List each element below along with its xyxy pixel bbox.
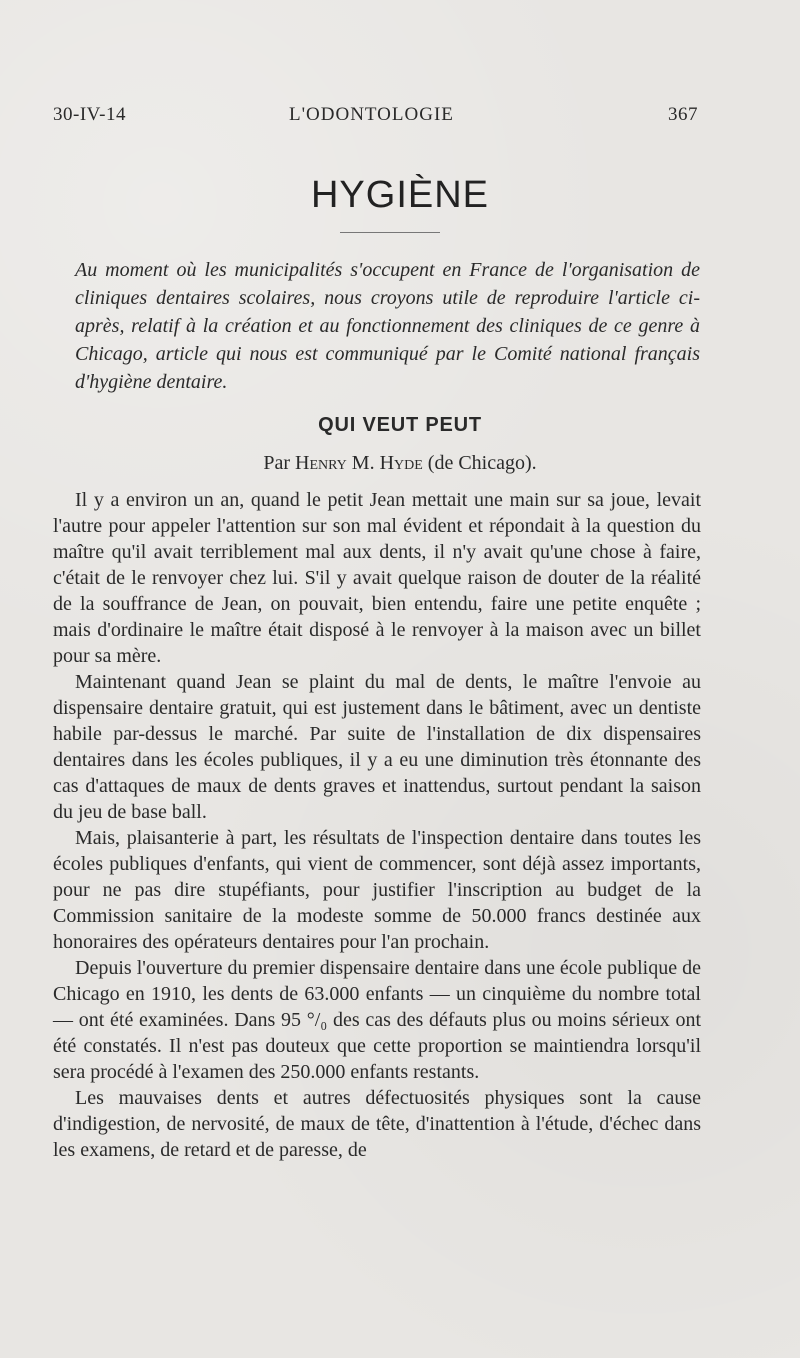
- author-name: Henry M. Hyde: [295, 452, 423, 474]
- journal-title: L'ODONTOLOGIE: [289, 104, 454, 125]
- page-header: [53, 104, 698, 134]
- article-title: HYGIÈNE: [310, 174, 490, 216]
- header-date: 30-IV-14: [53, 104, 126, 125]
- section-title: QUI VEUT PEUT: [318, 414, 482, 436]
- author-line: [0, 452, 800, 475]
- author-suffix: (de Chicago).: [427, 452, 537, 474]
- paragraph-5: Les mauvaises dents et autres défectuosités physiques sont la cause d'indigestion, de nervosité, de maux de tête, d'inattention à l'étude, d'échec dans les examens, de retard et de paresse, de: [53, 1087, 701, 1161]
- editorial-intro: Au moment où les municipalités s'occupent en France de l'organisation de cliniques dentaires scolaires, nous croyons utile de reproduire l'article ci-après, relatif à la création et au fonctionnement des cliniques de ce genre à Chicago, article qui nous est communiqué par le Comité national français d'hygiène dentaire.: [75, 259, 700, 393]
- title-divider: [340, 232, 440, 233]
- paragraph-4: Depuis l'ouverture du premier dispensaire dentaire dans une école publique de Chicago en 1910, les dents de 63.000 enfants — un cinquième du nombre total — ont été examinées. Dans 95 °/₀ des cas des défauts plus ou moins sérieux ont été constatés. Il n'est pas douteux que cette proportion se maintiendra lorsqu'il sera procédé à l'examen des 250.000 enfants restants.: [53, 957, 701, 1083]
- paragraph-2: Maintenant quand Jean se plaint du mal de dents, le maître l'envoie au dispensaire dentaire gratuit, qui est justement dans le bâtiment, avec un dentiste habile par-dessus le marché. Par suite de l'installation de dix dispensaires dentaires dans les écoles publiques, il y a eu une diminution très étonnante des cas d'attaques de maux de dents graves et inattendus, surtout pendant la saison du jeu de base ball.: [53, 671, 701, 823]
- author-prefix: Par: [263, 452, 291, 474]
- paragraph-3: Mais, plaisanterie à part, les résultats de l'inspection dentaire dans toutes les écoles publiques d'enfants, qui vient de commencer, sont déjà assez importants, pour ne pas dire stupéfiants, pour justifier l'inscription au budget de la Commission sanitaire de la modeste somme de 50.000 francs destinée aux honoraires des opérateurs dentaires pour l'an prochain.: [53, 827, 701, 953]
- page-number: 367: [668, 104, 698, 125]
- paragraph-1: Il y a environ un an, quand le petit Jean mettait une main sur sa joue, levait l'autre pour appeler l'attention sur son mal évident et répondait à la question du maître qu'il avait terriblement mal aux dents, il n'y avait qu'une chose à faire, c'était de le renvoyer chez lui. S'il y avait quelque raison de douter de la réalité de la souffrance de Jean, on pouvait, bien entendu, faire une petite enquête ; mais d'ordinaire le maître était disposé à le renvoyer à la maison avec un billet pour sa mère.: [53, 489, 701, 667]
- article-body: [53, 487, 701, 1163]
